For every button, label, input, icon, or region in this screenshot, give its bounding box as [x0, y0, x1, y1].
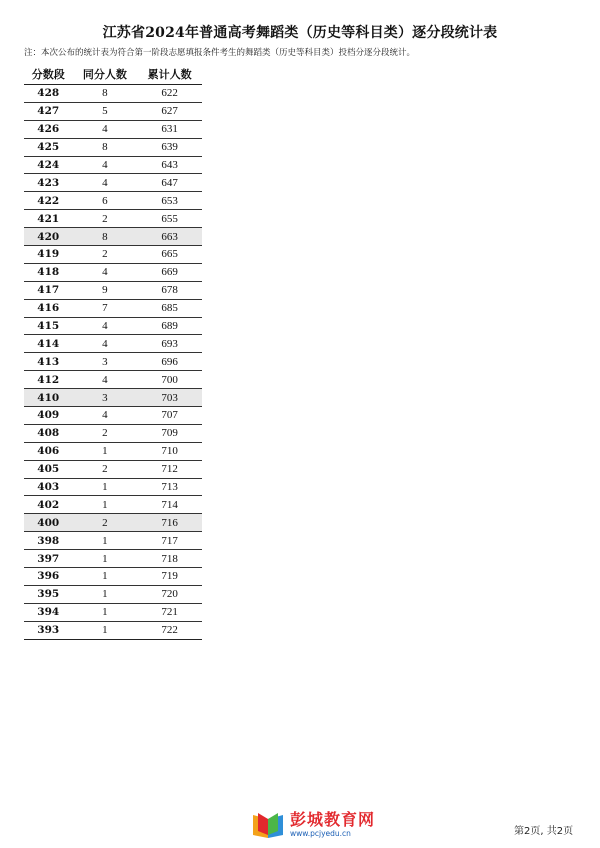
count-cell: 4: [73, 335, 138, 353]
count-cell: 2: [73, 424, 138, 442]
count-cell: 1: [73, 550, 138, 568]
cumulative-cell: 622: [137, 85, 202, 103]
cumulative-cell: 643: [137, 156, 202, 174]
score-cell: 417: [24, 281, 73, 299]
score-cell: 427: [24, 102, 73, 120]
table-row: [24, 299, 202, 317]
count-cell: 4: [73, 263, 138, 281]
score-cell: 418: [24, 263, 73, 281]
table-row: [24, 478, 202, 496]
score-cell: 426: [24, 120, 73, 138]
cumulative-cell: 639: [137, 138, 202, 156]
cumulative-cell: 627: [137, 102, 202, 120]
cumulative-cell: 717: [137, 532, 202, 550]
cumulative-cell: 685: [137, 299, 202, 317]
score-cell: 397: [24, 550, 73, 568]
count-cell: 1: [73, 568, 138, 586]
count-cell: 4: [73, 120, 138, 138]
score-cell: 398: [24, 532, 73, 550]
count-cell: 3: [73, 353, 138, 371]
score-cell: 425: [24, 138, 73, 156]
score-cell: 423: [24, 174, 73, 192]
table-note: 注：本次公布的统计表为符合第一阶段志愿填报条件考生的舞蹈类（历史等科目类）投档分逐分段统计。: [24, 48, 416, 58]
count-cell: 1: [73, 532, 138, 550]
table-row: [24, 389, 202, 407]
table-row: [24, 585, 202, 603]
score-cell: 420: [24, 228, 73, 246]
count-cell: 7: [73, 299, 138, 317]
cumulative-cell: 721: [137, 603, 202, 621]
page-number: 第2页, 共2页: [514, 826, 574, 837]
cumulative-cell: 716: [137, 514, 202, 532]
cumulative-cell: 707: [137, 407, 202, 425]
count-cell: 2: [73, 246, 138, 264]
score-cell: 410: [24, 389, 73, 407]
table-row: [24, 228, 202, 246]
cumulative-cell: 709: [137, 424, 202, 442]
cumulative-cell: 703: [137, 389, 202, 407]
score-cell: 416: [24, 299, 73, 317]
cumulative-cell: 719: [137, 568, 202, 586]
cumulative-cell: 653: [137, 192, 202, 210]
table-row: [24, 120, 202, 138]
count-cell: 1: [73, 442, 138, 460]
count-cell: 1: [73, 478, 138, 496]
score-cell: 393: [24, 621, 73, 639]
table-row: [24, 263, 202, 281]
count-cell: 3: [73, 389, 138, 407]
count-cell: 9: [73, 281, 138, 299]
table-row: [24, 424, 202, 442]
table-row: [24, 460, 202, 478]
cumulative-cell: 722: [137, 621, 202, 639]
header-score: 分数段: [24, 64, 73, 85]
score-cell: 402: [24, 496, 73, 514]
table-header-row: [24, 64, 202, 85]
count-cell: 1: [73, 621, 138, 639]
cumulative-cell: 714: [137, 496, 202, 514]
count-cell: 4: [73, 407, 138, 425]
header-count: 同分人数: [73, 64, 138, 85]
cumulative-cell: 689: [137, 317, 202, 335]
table-row: [24, 335, 202, 353]
count-cell: 8: [73, 85, 138, 103]
count-cell: 2: [73, 210, 138, 228]
score-cell: 413: [24, 353, 73, 371]
count-cell: 2: [73, 514, 138, 532]
cumulative-cell: 718: [137, 550, 202, 568]
table-body: [24, 85, 202, 640]
count-cell: 4: [73, 156, 138, 174]
score-cell: 428: [24, 85, 73, 103]
cumulative-cell: 678: [137, 281, 202, 299]
table-row: [24, 138, 202, 156]
table-row: [24, 246, 202, 264]
cumulative-cell: 631: [137, 120, 202, 138]
score-cell: 409: [24, 407, 73, 425]
table-row: [24, 532, 202, 550]
table-row: [24, 156, 202, 174]
table-row: [24, 442, 202, 460]
table-row: [24, 550, 202, 568]
score-cell: 422: [24, 192, 73, 210]
count-cell: 6: [73, 192, 138, 210]
count-cell: 2: [73, 460, 138, 478]
cumulative-cell: 655: [137, 210, 202, 228]
header-cumulative: 累计人数: [137, 64, 202, 85]
count-cell: 1: [73, 585, 138, 603]
table-row: [24, 210, 202, 228]
score-cell: 414: [24, 335, 73, 353]
count-cell: 4: [73, 371, 138, 389]
cumulative-cell: 696: [137, 353, 202, 371]
score-cell: 406: [24, 442, 73, 460]
cumulative-cell: 720: [137, 585, 202, 603]
score-cell: 394: [24, 603, 73, 621]
score-cell: 424: [24, 156, 73, 174]
score-cell: 403: [24, 478, 73, 496]
table-row: [24, 192, 202, 210]
score-cell: 396: [24, 568, 73, 586]
table-row: [24, 407, 202, 425]
page-title: 江苏省2024年普通高考舞蹈类（历史等科目类）逐分段统计表: [102, 25, 498, 41]
table-row: [24, 174, 202, 192]
table-row: [24, 102, 202, 120]
score-cell: 412: [24, 371, 73, 389]
table-row: [24, 317, 202, 335]
logo-name: 彭城教育网: [290, 810, 376, 830]
cumulative-cell: 712: [137, 460, 202, 478]
table-row: [24, 568, 202, 586]
count-cell: 8: [73, 228, 138, 246]
cumulative-cell: 647: [137, 174, 202, 192]
score-cell: 408: [24, 424, 73, 442]
table-row: [24, 371, 202, 389]
cumulative-cell: 665: [137, 246, 202, 264]
table-row: [24, 281, 202, 299]
book-logo-icon: [250, 811, 286, 839]
cumulative-cell: 713: [137, 478, 202, 496]
score-cell: 400: [24, 514, 73, 532]
score-distribution-table: [24, 64, 202, 640]
count-cell: 1: [73, 603, 138, 621]
table-row: [24, 353, 202, 371]
table-row: [24, 514, 202, 532]
count-cell: 8: [73, 138, 138, 156]
table-row: [24, 496, 202, 514]
logo-url: www.pcjyedu.cn: [290, 829, 351, 839]
score-cell: 419: [24, 246, 73, 264]
table-row: [24, 603, 202, 621]
cumulative-cell: 669: [137, 263, 202, 281]
table-row: [24, 85, 202, 103]
cumulative-cell: 663: [137, 228, 202, 246]
score-cell: 421: [24, 210, 73, 228]
score-cell: 405: [24, 460, 73, 478]
count-cell: 4: [73, 174, 138, 192]
cumulative-cell: 700: [137, 371, 202, 389]
site-logo: [250, 810, 375, 840]
score-cell: 395: [24, 585, 73, 603]
score-cell: 415: [24, 317, 73, 335]
count-cell: 4: [73, 317, 138, 335]
table-row: [24, 621, 202, 639]
cumulative-cell: 710: [137, 442, 202, 460]
count-cell: 1: [73, 496, 138, 514]
cumulative-cell: 693: [137, 335, 202, 353]
count-cell: 5: [73, 102, 138, 120]
